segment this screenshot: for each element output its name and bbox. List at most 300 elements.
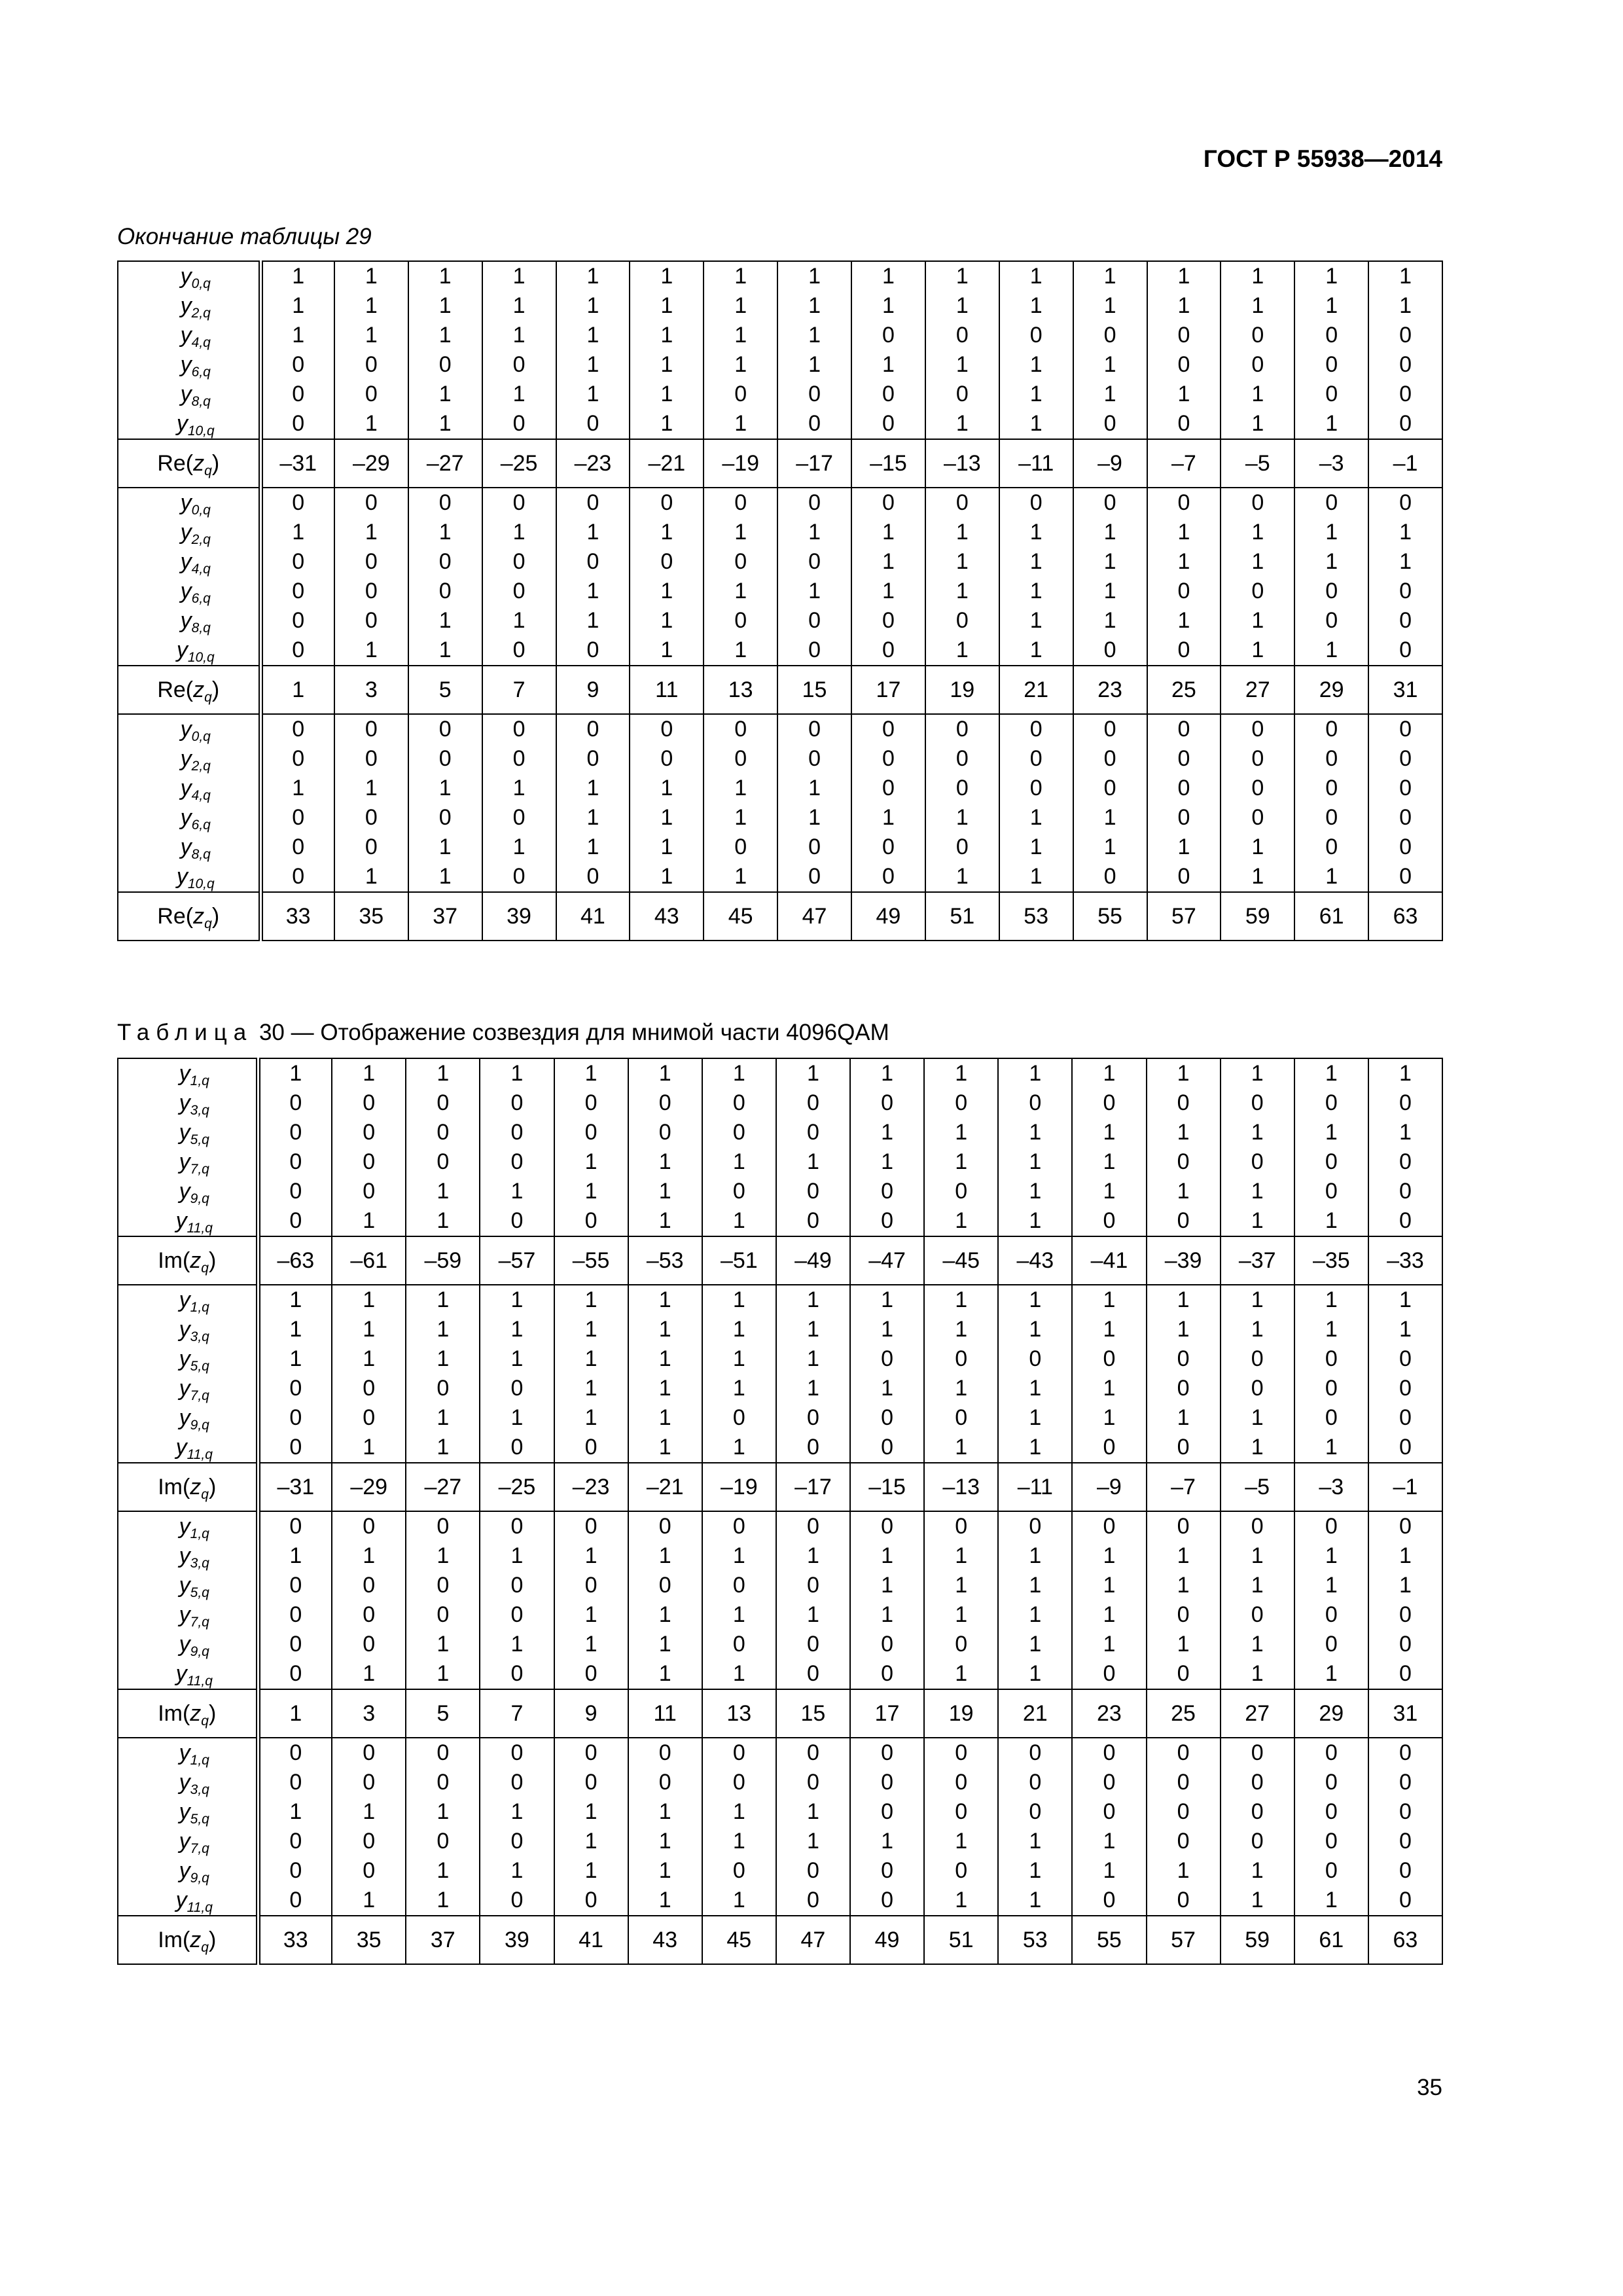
value-cell: 19	[924, 1689, 998, 1738]
bit-cell	[260, 488, 334, 666]
bit-column: 1 1 0 1 1 1	[1029, 264, 1043, 436]
document-header: ГОСТ Р 55938—2014	[1203, 145, 1442, 172]
bit-column: 0 1 0 0 0 1	[363, 1514, 376, 1686]
bit-column: 0 1 0 0 0 0	[289, 1514, 302, 1686]
bit-cell	[1073, 714, 1147, 892]
value-cell: –19	[704, 439, 777, 488]
bit-column: 1 1 1 0 1 0	[512, 264, 526, 436]
value-cell: 55	[1073, 892, 1147, 941]
value-cell: –15	[850, 1463, 924, 1511]
bit-column: 1 0 0 0 0 1	[363, 1061, 376, 1233]
value-cell: –61	[332, 1236, 406, 1285]
bit-cell	[554, 1285, 628, 1463]
value-label: $Im(z_q)$	[118, 1463, 258, 1511]
bit-cell	[1073, 488, 1147, 666]
bit-label: $y_{4,q}$	[180, 776, 211, 803]
bit-cell	[630, 261, 704, 439]
bit-column: 0 0 0 0 1 1	[1251, 1740, 1264, 1912]
bit-cell	[554, 1511, 628, 1689]
bit-cell	[408, 261, 482, 439]
value-cell: –43	[998, 1236, 1072, 1285]
bit-label: $y_{5,q}$	[179, 1573, 209, 1600]
value-cell: –13	[925, 439, 999, 488]
bit-label: $y_{11,q}$	[175, 1435, 213, 1462]
bit-column: 0 0 0 1 1 0	[1103, 1740, 1116, 1912]
bit-cell	[1221, 1058, 1294, 1236]
bit-column: 1 1 0 0 1 0	[1177, 1287, 1190, 1460]
bit-column: 1 0 1 0 0 1	[1325, 1061, 1338, 1233]
bit-cell	[777, 714, 851, 892]
value-label: $Im(z_q)$	[118, 1916, 258, 1964]
bit-cell	[924, 1738, 998, 1916]
bit-column: 0 0 1 1 1 1	[658, 1740, 671, 1912]
value-cell: –7	[1147, 1463, 1221, 1511]
bit-column: 0 1 0 1 1 0	[586, 490, 599, 662]
bit-cell	[1147, 714, 1221, 892]
bit-row	[118, 261, 1442, 439]
bit-row	[118, 714, 1442, 892]
value-cell: 49	[850, 1916, 924, 1964]
bit-cell	[554, 1738, 628, 1916]
value-cell: –51	[702, 1236, 776, 1285]
table29-body	[118, 261, 1442, 941]
bit-column: 0 1 0 0 1 0	[510, 1514, 524, 1686]
bit-label: $y_{7,q}$	[179, 1376, 209, 1403]
value-cell: 33	[258, 1916, 332, 1964]
value-cell: 39	[482, 892, 556, 941]
bit-column: 0 0 0 1 0 1	[955, 1740, 968, 1912]
bit-column: 1 1 0 1 1 0	[1103, 264, 1116, 436]
value-cell: –53	[628, 1236, 702, 1285]
bit-column: 0 0 0 1 0 1	[955, 717, 969, 889]
value-cell: –45	[924, 1236, 998, 1285]
bit-label: $y_{4,q}$	[180, 323, 211, 350]
bit-column: 1 1 1 1 1 1	[660, 264, 673, 436]
value-cell: –63	[258, 1236, 332, 1285]
bit-label: $y_{7,q}$	[179, 1602, 209, 1630]
value-cell: –33	[1368, 1236, 1442, 1285]
bit-cell	[258, 1738, 332, 1916]
value-cell: 15	[777, 666, 851, 714]
bit-column: 0 0 1 0 1 0	[510, 1740, 524, 1912]
bit-cell	[482, 714, 556, 892]
bit-cell	[406, 1285, 480, 1463]
bit-column: 1 1 1 1 0 0	[806, 1287, 819, 1460]
bit-column: 0 0 0 0 1 0	[1177, 717, 1190, 889]
bit-column: 0 1 1 1 1 1	[1029, 490, 1043, 662]
bit-column: 1 0 0 0 1 0	[510, 1061, 524, 1233]
bit-cell	[1072, 1511, 1146, 1689]
bit-cell	[704, 488, 777, 666]
value-cell: 27	[1221, 666, 1294, 714]
bit-column: 0 0 1 0 1 1	[437, 1740, 450, 1912]
bit-cell	[1368, 488, 1442, 666]
bit-labels-cell	[118, 1511, 258, 1689]
bit-row	[118, 1285, 1442, 1463]
value-label: $Im(z_q)$	[118, 1689, 258, 1738]
bit-column: 1 0 0 0 1 1	[437, 1061, 450, 1233]
bit-label: $y_{8,q}$	[180, 834, 211, 862]
bit-cell	[1294, 261, 1368, 439]
bit-column: 1 0 0 1 0 1	[732, 1061, 745, 1233]
bit-column: 0 1 0 1 0 0	[808, 490, 821, 662]
value-cell: –37	[1221, 1236, 1294, 1285]
bit-column: 0 1 1 0 0 1	[1325, 490, 1338, 662]
bit-label: $y_{7,q}$	[179, 1149, 209, 1177]
value-cell: –59	[406, 1236, 480, 1285]
value-cell: 37	[408, 892, 482, 941]
bit-cell	[999, 488, 1073, 666]
value-cell: –27	[408, 439, 482, 488]
bit-column: 0 0 0 0 0 1	[1325, 717, 1338, 889]
bit-label: $y_{6,q}$	[180, 352, 211, 380]
bit-column: 0 1 1 1 0 1	[955, 1514, 968, 1686]
bit-cell	[1368, 1738, 1442, 1916]
bit-cell	[258, 1058, 332, 1236]
value-cell: 35	[334, 892, 408, 941]
bit-cell	[1294, 1738, 1368, 1916]
bit-column: 0 0 1 1 1 1	[660, 717, 673, 889]
bit-label: $y_{5,q}$	[179, 1346, 209, 1374]
bit-column: 1 1 1 1 0 1	[732, 1287, 745, 1460]
value-cell: –15	[851, 439, 925, 488]
bit-cell	[1368, 1511, 1442, 1689]
bit-cell	[556, 261, 630, 439]
bit-cell	[702, 1738, 776, 1916]
bit-cell	[630, 488, 704, 666]
bit-column: 1 1 0 0 1 1	[1251, 1287, 1264, 1460]
value-cell: –25	[482, 439, 556, 488]
bit-cell	[628, 1058, 702, 1236]
bit-cell	[556, 488, 630, 666]
bit-column: 0 1 0 0 0 0	[292, 490, 305, 662]
bit-column: 1 1 0 1 0 1	[955, 1287, 968, 1460]
value-row	[118, 1689, 1442, 1738]
bit-column: 0 0 0 0 1 1	[1251, 717, 1264, 889]
bit-column: 0 0 1 1 1 0	[584, 1740, 597, 1912]
value-cell: –19	[702, 1463, 776, 1511]
bit-label: $y_{1,q}$	[179, 1740, 209, 1768]
bit-cell	[850, 1285, 924, 1463]
value-row	[118, 666, 1442, 714]
bit-column: 1 1 1 0 0 1	[363, 1287, 376, 1460]
bit-cell	[482, 488, 556, 666]
value-cell: 11	[628, 1689, 702, 1738]
bit-label: $y_{2,q}$	[180, 293, 211, 321]
bit-cell	[702, 1285, 776, 1463]
bit-cell	[925, 714, 999, 892]
value-cell: –13	[924, 1463, 998, 1511]
value-cell: 31	[1368, 1689, 1442, 1738]
value-cell: 57	[1147, 892, 1221, 941]
bit-cell	[1073, 261, 1147, 439]
value-cell: 61	[1294, 892, 1368, 941]
bit-column: 0 1 1 0 0 0	[1399, 490, 1412, 662]
bit-column: 0 0 0 1 1 1	[1029, 717, 1043, 889]
bit-cell	[1221, 1285, 1294, 1463]
value-cell: 59	[1221, 1916, 1294, 1964]
value-cell: –49	[776, 1236, 850, 1285]
value-cell: 25	[1147, 1689, 1221, 1738]
value-row	[118, 1236, 1442, 1285]
bit-cell	[1147, 261, 1221, 439]
bit-cell	[332, 1285, 406, 1463]
table29	[117, 260, 1443, 941]
value-cell: –21	[628, 1463, 702, 1511]
bit-column: 1 1 1 1 1 0	[586, 264, 599, 436]
bit-column: 0 1 0 0 0 1	[365, 490, 378, 662]
value-cell: –31	[258, 1463, 332, 1511]
bit-column: 1 0 1 1 1 0	[1103, 1061, 1116, 1233]
value-cell: 61	[1294, 1916, 1368, 1964]
bit-cell	[1294, 488, 1368, 666]
bit-column: 1 1 1 0 0 0	[292, 264, 305, 436]
bit-label: $y_{1,q}$	[179, 1514, 209, 1541]
value-cell: 55	[1072, 1916, 1146, 1964]
value-cell: 23	[1072, 1689, 1146, 1738]
bit-row	[118, 1511, 1442, 1689]
value-cell: –9	[1072, 1463, 1146, 1511]
bit-row	[118, 1738, 1442, 1916]
bit-column: 1 0 1 0 1 0	[1177, 1061, 1190, 1233]
bit-label: $y_{9,q}$	[179, 1858, 209, 1886]
value-cell: 5	[408, 666, 482, 714]
bit-cell	[1221, 714, 1294, 892]
bit-cell	[999, 714, 1073, 892]
bit-cell	[998, 1511, 1072, 1689]
bit-cell	[924, 1511, 998, 1689]
bit-cell	[628, 1738, 702, 1916]
value-cell: 53	[999, 892, 1073, 941]
bit-cell	[334, 488, 408, 666]
value-cell: –55	[554, 1236, 628, 1285]
bit-column: 1 1 0 1 0 0	[882, 264, 895, 436]
bit-column: 0 1 0 1 1 1	[658, 1514, 671, 1686]
bit-column: 0 0 1 1 0 0	[806, 1740, 819, 1912]
bit-column: 0 0 1 0 0 0	[292, 717, 305, 889]
bit-label: $y_{0,q}$	[180, 490, 211, 518]
bit-label: $y_{0,q}$	[180, 264, 211, 291]
bit-cell	[1221, 1738, 1294, 1916]
value-cell: 45	[702, 1916, 776, 1964]
bit-cell	[258, 1285, 332, 1463]
bit-column: 1 0 0 1 1 1	[658, 1061, 671, 1233]
bit-column: 1 1 1 0 1 0	[510, 1287, 524, 1460]
value-cell: –5	[1221, 1463, 1294, 1511]
bit-cell	[777, 488, 851, 666]
bit-column: 1 1 0 0 0 0	[1399, 1287, 1412, 1460]
bit-column: 0 0 0 0 0 0	[1399, 1740, 1412, 1912]
bit-cell	[406, 1738, 480, 1916]
value-row	[118, 1916, 1442, 1964]
bit-column: 1 0 0 1 0 0	[806, 1061, 819, 1233]
value-cell: –57	[480, 1236, 554, 1285]
value-cell: 13	[704, 666, 777, 714]
value-label: $Re(z_q)$	[118, 439, 260, 488]
bit-cell	[776, 1058, 850, 1236]
value-cell: –17	[777, 439, 851, 488]
bit-column: 0 1 1 0 1 1	[1251, 1514, 1264, 1686]
bit-cell	[704, 261, 777, 439]
bit-cell	[556, 714, 630, 892]
value-cell: 33	[260, 892, 334, 941]
bit-column: 0 0 1 0 0 1	[365, 717, 378, 889]
value-cell: 27	[1221, 1689, 1294, 1738]
bit-label: $y_{8,q}$	[180, 608, 211, 636]
value-cell: –17	[776, 1463, 850, 1511]
value-cell: 13	[702, 1689, 776, 1738]
bit-cell	[1294, 714, 1368, 892]
bit-column: 0 0 1 0 0 1	[363, 1740, 376, 1912]
bit-column: 1 1 0 1 0 0	[881, 1287, 894, 1460]
value-cell: 21	[999, 666, 1073, 714]
bit-cell	[776, 1511, 850, 1689]
value-cell: –5	[1221, 439, 1294, 488]
bit-label: $y_{6,q}$	[180, 805, 211, 833]
value-cell: 9	[556, 666, 630, 714]
bit-label: $y_{11,q}$	[175, 1888, 213, 1915]
value-cell: 19	[925, 666, 999, 714]
bit-cell	[924, 1058, 998, 1236]
bit-cell	[1221, 261, 1294, 439]
bit-cell	[1221, 1511, 1294, 1689]
bit-column: 0 0 0 0 0 0	[1399, 717, 1412, 889]
bit-label: $y_{5,q}$	[179, 1120, 209, 1147]
value-cell: 25	[1147, 666, 1221, 714]
value-cell: 29	[1294, 666, 1368, 714]
bit-cell	[1147, 1738, 1221, 1916]
bit-label: $y_{6,q}$	[180, 579, 211, 606]
bit-cell	[1368, 714, 1442, 892]
value-cell: 43	[630, 892, 704, 941]
bit-column: 1 1 0 0 0 1	[1325, 1287, 1338, 1460]
bit-column: 0 1 0 1 0 1	[732, 1514, 745, 1686]
bit-labels-cell	[118, 261, 260, 439]
bit-cell	[1147, 1285, 1221, 1463]
bit-cell	[554, 1058, 628, 1236]
bit-label: $y_{5,q}$	[179, 1799, 209, 1827]
bit-cell	[1368, 1058, 1442, 1236]
bit-cell	[332, 1738, 406, 1916]
bit-column: 1 1 1 1 1 0	[584, 1287, 597, 1460]
table29-caption: Окончание таблицы 29	[117, 224, 372, 249]
value-cell: 17	[851, 666, 925, 714]
bit-column: 1 1 1 0 0 0	[289, 1287, 302, 1460]
bit-column: 0 1 1 1 0 1	[955, 490, 969, 662]
bit-column: 0 1 1 0 1 0	[1177, 490, 1190, 662]
bit-cell	[851, 714, 925, 892]
bit-label: $y_{7,q}$	[179, 1829, 209, 1856]
value-cell: 47	[776, 1916, 850, 1964]
bit-column: 1 1 1 0 0 1	[365, 264, 378, 436]
bit-column: 0 0 0 0 1 0	[1177, 1740, 1190, 1912]
bit-column: 1 1 0 1 0 1	[955, 264, 969, 436]
bit-label: $y_{4,q}$	[180, 549, 211, 577]
bit-column: 1 1 1 0 1 1	[437, 1287, 450, 1460]
table30	[117, 1058, 1443, 1965]
value-cell: 45	[704, 892, 777, 941]
bit-label: $y_{3,q}$	[179, 1090, 209, 1118]
value-cell: 63	[1368, 1916, 1442, 1964]
value-cell: 11	[630, 666, 704, 714]
bit-column: 1 1 0 0 1 0	[1177, 264, 1190, 436]
bit-label: $y_{9,q}$	[179, 1405, 209, 1433]
bit-labels-cell	[118, 488, 260, 666]
value-cell: 5	[406, 1689, 480, 1738]
bit-column: 0 1 1 1 1 1	[1029, 1514, 1042, 1686]
bit-column: 1 1 1 1 0 1	[734, 264, 747, 436]
bit-column: 0 0 1 1 0 1	[732, 1740, 745, 1912]
value-cell: –23	[554, 1463, 628, 1511]
bit-label: $y_{8,q}$	[180, 382, 211, 409]
bit-label: $y_{1,q}$	[179, 1061, 209, 1088]
value-cell: 3	[334, 666, 408, 714]
value-label: $Im(z_q)$	[118, 1236, 258, 1285]
bit-column: 0 0 1 0 1 1	[438, 717, 452, 889]
bit-label: $y_{10,q}$	[176, 864, 215, 891]
value-cell: –11	[998, 1463, 1072, 1511]
bit-cell	[480, 1511, 554, 1689]
bit-cell	[776, 1738, 850, 1916]
bit-label: $y_{1,q}$	[179, 1287, 209, 1315]
value-cell: 9	[554, 1689, 628, 1738]
bit-label: $y_{11,q}$	[175, 1208, 213, 1236]
value-cell: 1	[258, 1689, 332, 1738]
value-cell: 49	[851, 892, 925, 941]
bit-column: 0 1 0 0 1 0	[512, 490, 526, 662]
bit-column: 0 1 1 0 1 1	[1251, 490, 1264, 662]
bit-cell	[628, 1511, 702, 1689]
bit-column: 0 0 1 1 0 0	[808, 717, 821, 889]
bit-labels-cell	[118, 714, 260, 892]
value-cell: –3	[1294, 439, 1368, 488]
bit-column: 0 1 0 0 1 1	[438, 490, 452, 662]
bit-cell	[851, 488, 925, 666]
value-cell: 35	[332, 1916, 406, 1964]
value-cell: 3	[332, 1689, 406, 1738]
bit-column: 0 1 1 0 0 0	[1399, 1514, 1412, 1686]
value-cell: –3	[1294, 1463, 1368, 1511]
bit-cell	[1294, 1058, 1368, 1236]
value-cell: 15	[776, 1689, 850, 1738]
value-cell: –29	[332, 1463, 406, 1511]
bit-label: $y_{0,q}$	[180, 717, 211, 744]
bit-column: 0 1 0 1 1 0	[584, 1514, 597, 1686]
bit-column: 0 0 1 0 1 0	[512, 717, 526, 889]
bit-cell	[704, 714, 777, 892]
bit-labels-cell	[118, 1738, 258, 1916]
bit-cell	[630, 714, 704, 892]
bit-column: 0 1 0 1 0 0	[806, 1514, 819, 1686]
bit-column: 0 0 0 1 1 0	[1103, 717, 1116, 889]
value-cell: 21	[998, 1689, 1072, 1738]
bit-column: 1 0 1 0 1 1	[1251, 1061, 1264, 1233]
bit-column: 1 1 0 0 0 1	[1325, 264, 1338, 436]
bit-column: 1 0 1 1 0 1	[955, 1061, 968, 1233]
bit-label: $y_{3,q}$	[179, 1543, 209, 1571]
value-cell: 7	[482, 666, 556, 714]
bit-column: 0 0 0 1 1 1	[1029, 1740, 1042, 1912]
bit-column: 0 0 1 0 0 0	[289, 1740, 302, 1912]
value-cell: 59	[1221, 892, 1294, 941]
value-cell: –23	[556, 439, 630, 488]
value-row	[118, 439, 1442, 488]
bit-cell	[480, 1738, 554, 1916]
bit-label: $y_{2,q}$	[180, 520, 211, 547]
bit-cell	[628, 1285, 702, 1463]
bit-cell	[406, 1058, 480, 1236]
bit-label: $y_{9,q}$	[179, 1632, 209, 1659]
